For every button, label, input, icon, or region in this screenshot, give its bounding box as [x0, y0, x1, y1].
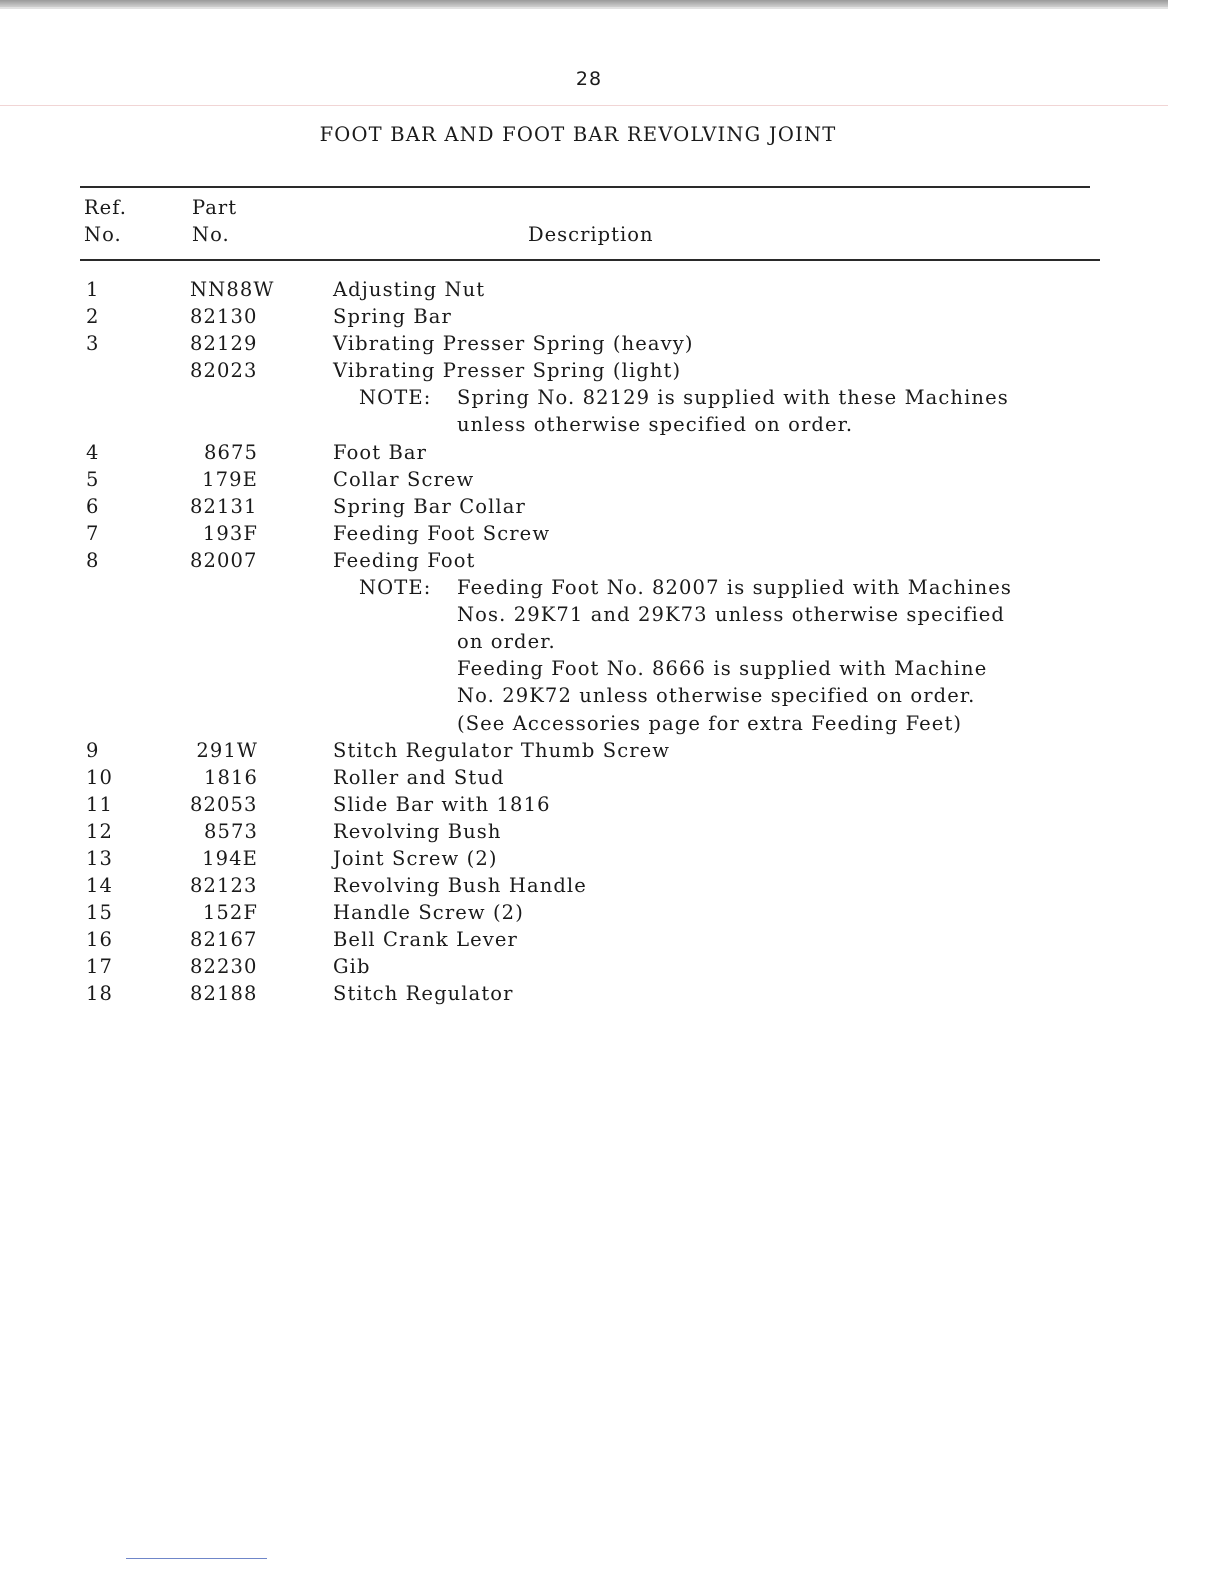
part-no: 82129 [190, 332, 258, 356]
ref-no: 16 [86, 928, 114, 952]
part-description: Feeding Foot Screw [333, 521, 551, 545]
ref-no: 7 [86, 521, 100, 545]
table-row [0, 980, 1224, 1007]
note-label: NOTE: [359, 576, 432, 600]
parts-list [0, 276, 1224, 1008]
part-description: Gib [333, 955, 371, 979]
ref-no: 3 [86, 332, 100, 356]
table-row [0, 466, 1224, 493]
part-description: Joint Screw (2) [333, 846, 498, 870]
part-no: 82023 [190, 359, 258, 383]
bottom-underline [126, 1558, 267, 1559]
part-description: Handle Screw (2) [333, 901, 524, 925]
part-no: 1816 [203, 765, 258, 789]
ref-no: 6 [86, 494, 100, 518]
note-text: unless otherwise specified on order. [457, 413, 854, 437]
note-row [0, 574, 1224, 601]
table-row [0, 818, 1224, 845]
part-no: NN88W [190, 278, 275, 301]
part-no: 82131 [190, 494, 258, 518]
part-no: 194E [202, 846, 258, 870]
part-no: 82167 [190, 928, 258, 952]
part-no: 8675 [203, 440, 258, 464]
ref-no: 11 [86, 792, 114, 816]
part-description: Spring Bar [333, 305, 452, 329]
part-no: 8573 [203, 819, 258, 843]
ref-no: 2 [86, 305, 100, 329]
table-row [0, 439, 1224, 466]
ref-no: 8 [86, 548, 100, 572]
part-no: 82230 [190, 955, 258, 979]
part-no: 82123 [190, 874, 258, 898]
note-row [0, 411, 1224, 438]
table-row [0, 872, 1224, 899]
scan-edge-shadow [0, 0, 1168, 7]
part-description: Adjusting Nut [333, 278, 486, 301]
table-row [0, 547, 1224, 574]
ref-no: 12 [86, 819, 114, 843]
part-no: 82053 [190, 792, 258, 816]
table-row [0, 276, 1224, 303]
part-description: Revolving Bush Handle [333, 874, 587, 898]
ref-no: 9 [86, 738, 100, 762]
ref-no: 15 [86, 901, 114, 925]
part-description: Bell Crank Lever [333, 928, 518, 952]
note-row [0, 628, 1224, 655]
header-part-line2: No. [192, 223, 230, 246]
part-description: Foot Bar [333, 440, 428, 464]
table-row [0, 926, 1224, 953]
note-text: Feeding Foot No. 82007 is supplied with Machines [457, 576, 1012, 600]
note-text: (See Accessories page for extra Feeding Feet) [457, 711, 963, 735]
table-row [0, 764, 1224, 791]
ref-no: 13 [86, 846, 114, 870]
part-no: 82007 [190, 548, 258, 572]
part-no: 82130 [190, 305, 258, 329]
table-row [0, 493, 1224, 520]
header-ref-line2: No. [84, 223, 122, 246]
table-row [0, 520, 1224, 547]
part-description: Vibrating Presser Spring (heavy) [333, 332, 694, 356]
part-description: Roller and Stud [333, 765, 505, 789]
note-label: NOTE: [359, 386, 432, 410]
table-header-rule [80, 259, 1100, 261]
note-text: Spring No. 82129 is supplied with these Machines [457, 386, 1009, 410]
note-text: No. 29K72 unless otherwise specified on order. [457, 684, 976, 708]
part-description: Revolving Bush [333, 819, 502, 843]
note-row [0, 601, 1224, 628]
table-row [0, 303, 1224, 330]
ref-no: 1 [86, 278, 100, 301]
page-title: FOOT BAR AND FOOT BAR REVOLVING JOINT [319, 123, 837, 146]
note-text: Nos. 29K71 and 29K73 unless otherwise specified [457, 603, 1005, 627]
part-description: Stitch Regulator [333, 982, 514, 1006]
scan-edge-line [0, 7, 1168, 9]
part-description: Vibrating Presser Spring (light) [333, 359, 682, 383]
part-no: 82188 [190, 982, 258, 1006]
part-description: Stitch Regulator Thumb Screw [333, 738, 671, 762]
ref-no: 18 [86, 982, 114, 1006]
table-row [0, 357, 1224, 384]
page-number: 28 [575, 68, 603, 90]
table-row [0, 845, 1224, 872]
part-description: Feeding Foot [333, 548, 476, 572]
table-row [0, 737, 1224, 764]
note-row [0, 655, 1224, 682]
header-ref-line1: Ref. [84, 196, 127, 219]
table-row [0, 899, 1224, 926]
ref-no: 17 [86, 955, 114, 979]
note-text: Feeding Foot No. 8666 is supplied with Machine [457, 657, 988, 681]
part-no: 291W [196, 738, 258, 762]
part-description: Spring Bar Collar [333, 494, 526, 518]
ref-no: 10 [86, 765, 114, 789]
table-row [0, 953, 1224, 980]
part-no: 193F [202, 521, 258, 545]
note-row [0, 682, 1224, 709]
header-description: Description [528, 223, 654, 246]
table-top-rule [80, 186, 1090, 188]
part-description: Collar Screw [333, 467, 475, 491]
ref-no: 5 [86, 467, 100, 491]
part-no: 179E [202, 467, 258, 491]
ref-no: 14 [86, 874, 114, 898]
faint-guide-line [0, 105, 1168, 106]
note-text: on order. [457, 630, 556, 654]
header-part-no [192, 194, 237, 248]
table-row [0, 791, 1224, 818]
table-row [0, 330, 1224, 357]
note-row [0, 710, 1224, 737]
part-no: 152F [202, 901, 258, 925]
header-part-line1: Part [192, 196, 238, 219]
header-ref-no [84, 194, 127, 248]
part-description: Slide Bar with 1816 [333, 792, 551, 816]
ref-no: 4 [86, 440, 100, 464]
note-row [0, 384, 1224, 411]
